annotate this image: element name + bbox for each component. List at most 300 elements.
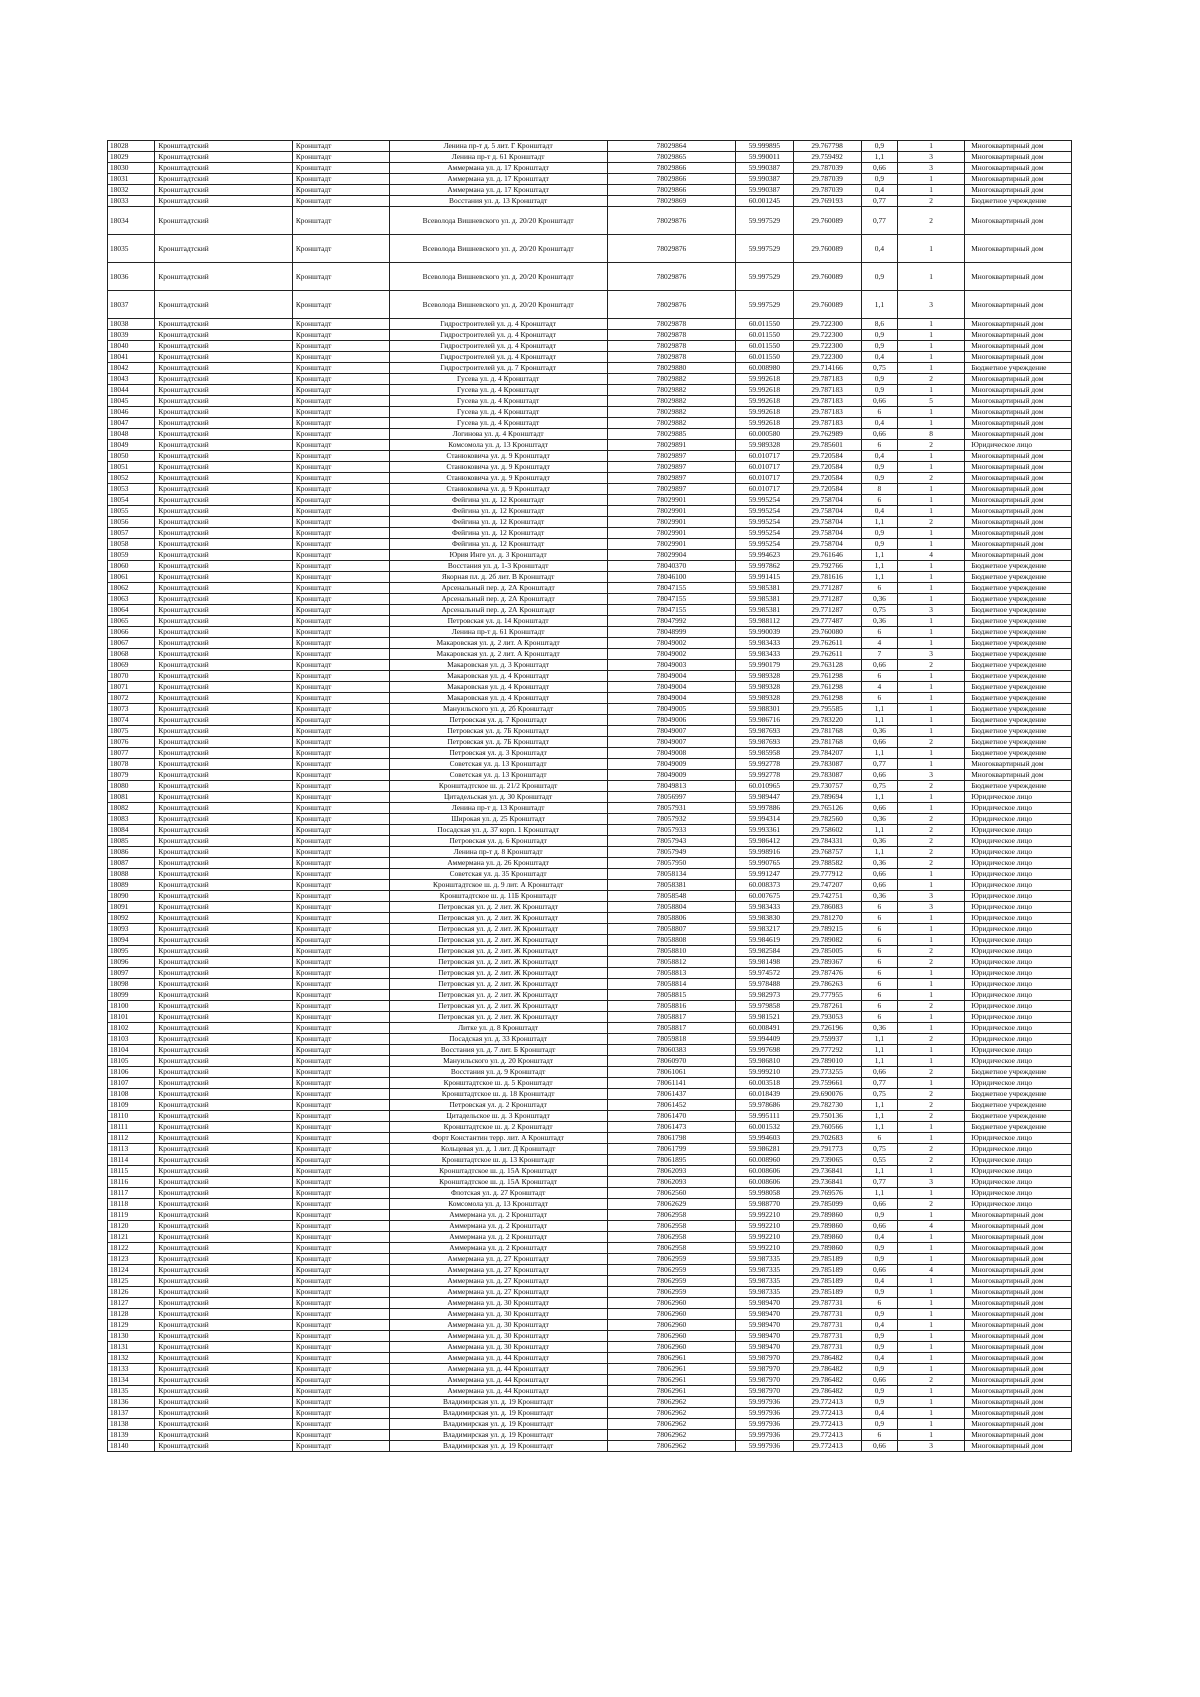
cell-object-type: Бюджетное учреждение [965,671,1072,682]
cell-object-type: Многоквартирный дом [965,1320,1072,1331]
cell-longitude: 29.777955 [793,990,861,1001]
cell-longitude: 29.763128 [793,660,861,671]
cell-value-1: 6 [861,495,897,506]
cell-district: Кронштадтский [155,1331,293,1342]
cell-object-type: Многоквартирный дом [965,759,1072,770]
cell-longitude: 29.789010 [793,1056,861,1067]
cell-row-number: 18040 [108,341,155,352]
cell-address: Кронштадтское ш. д. 15А Кронштадт [389,1177,607,1188]
cell-latitude: 59.985381 [736,605,793,616]
cell-value-1: 4 [861,682,897,693]
cell-longitude: 29.714166 [793,363,861,374]
cell-object-code: 78058806 [607,913,736,924]
cell-address: Якорная пл. д. 2б лит. В Кронштадт [389,572,607,583]
cell-object-type: Бюджетное учреждение [965,605,1072,616]
cell-object-type: Бюджетное учреждение [965,649,1072,660]
cell-address: Гидростроителей ул. д. 7 Кронштадт [389,363,607,374]
cell-value-2: 1 [898,363,965,374]
cell-longitude: 29.730757 [793,781,861,792]
cell-object-type: Юридическое лицо [965,836,1072,847]
cell-district: Кронштадтский [155,396,293,407]
cell-object-type: Многоквартирный дом [965,152,1072,163]
cell-value-1: 0,77 [861,1177,897,1188]
cell-longitude: 29.786083 [793,902,861,913]
cell-latitude: 59.989328 [736,671,793,682]
cell-latitude: 59.987335 [736,1287,793,1298]
cell-value-1: 0,9 [861,473,897,484]
cell-longitude: 29.758704 [793,528,861,539]
table-row [108,704,1072,715]
cell-value-2: 1 [898,1232,965,1243]
cell-object-code: 78029891 [607,440,736,451]
cell-longitude: 29.789694 [793,792,861,803]
cell-row-number: 18046 [108,407,155,418]
cell-city: Кронштадт [292,141,389,152]
table-row [108,1067,1072,1078]
cell-address: Макаровская ул. д. 4 Кронштадт [389,671,607,682]
table-row [108,616,1072,627]
cell-district: Кронштадтский [155,1166,293,1177]
cell-address: Петровская ул. д. 3 Кронштадт [389,748,607,759]
cell-value-2: 1 [898,1133,965,1144]
cell-object-code: 78060383 [607,1045,736,1056]
cell-address: Советская ул. д. 35 Кронштадт [389,869,607,880]
cell-value-1: 0,66 [861,1221,897,1232]
cell-value-1: 0,36 [861,616,897,627]
table-row [108,291,1072,319]
cell-longitude: 29.758704 [793,495,861,506]
cell-longitude: 29.783087 [793,759,861,770]
cell-address: Ленина пр-т д. 5 лит. Г Кронштадт [389,141,607,152]
cell-district: Кронштадтский [155,616,293,627]
cell-object-type: Бюджетное учреждение [965,583,1072,594]
cell-longitude: 29.720584 [793,462,861,473]
cell-value-2: 2 [898,858,965,869]
cell-value-1: 6 [861,1298,897,1309]
cell-value-2: 2 [898,847,965,858]
cell-value-2: 1 [898,726,965,737]
cell-latitude: 59.989328 [736,682,793,693]
cell-district: Кронштадтский [155,407,293,418]
table-row [108,561,1072,572]
cell-object-code: 78058817 [607,1012,736,1023]
cell-value-1: 0,77 [861,1078,897,1089]
cell-latitude: 59.978686 [736,1100,793,1111]
cell-value-2: 2 [898,957,965,968]
cell-longitude: 29.788582 [793,858,861,869]
table-row [108,550,1072,561]
cell-object-type: Юридическое лицо [965,957,1072,968]
cell-longitude: 29.772413 [793,1430,861,1441]
cell-row-number: 18086 [108,847,155,858]
cell-value-1: 0,36 [861,726,897,737]
cell-latitude: 59.994409 [736,1034,793,1045]
cell-city: Кронштадт [292,1210,389,1221]
cell-value-2: 1 [898,1353,965,1364]
cell-row-number: 18029 [108,152,155,163]
cell-row-number: 18127 [108,1298,155,1309]
cell-district: Кронштадтский [155,968,293,979]
cell-city: Кронштадт [292,957,389,968]
cell-address: Станюковича ул. д. 9 Кронштадт [389,451,607,462]
cell-row-number: 18072 [108,693,155,704]
cell-longitude: 29.781270 [793,913,861,924]
cell-value-2: 1 [898,1287,965,1298]
cell-latitude: 59.983830 [736,913,793,924]
cell-city: Кронштадт [292,235,389,263]
cell-value-1: 6 [861,957,897,968]
cell-row-number: 18103 [108,1034,155,1045]
cell-latitude: 59.997529 [736,291,793,319]
cell-object-code: 78056997 [607,792,736,803]
cell-row-number: 18076 [108,737,155,748]
cell-object-code: 78057933 [607,825,736,836]
cell-latitude: 59.995254 [736,528,793,539]
cell-district: Кронштадтский [155,440,293,451]
table-row [108,935,1072,946]
cell-district: Кронштадтский [155,141,293,152]
cell-city: Кронштадт [292,1111,389,1122]
cell-address: Аммермана ул. д. 27 Кронштадт [389,1287,607,1298]
table-row [108,517,1072,528]
cell-address: Аммермана ул. д. 17 Кронштадт [389,174,607,185]
cell-district: Кронштадтский [155,748,293,759]
cell-latitude: 59.989328 [736,693,793,704]
cell-address: Петровская ул. д. 2 лит. Ж Кронштадт [389,924,607,935]
cell-city: Кронштадт [292,495,389,506]
cell-address: Аммермана ул. д. 30 Кронштадт [389,1342,607,1353]
cell-object-code: 78062961 [607,1364,736,1375]
cell-longitude: 29.762611 [793,638,861,649]
cell-row-number: 18080 [108,781,155,792]
cell-value-1: 1,1 [861,550,897,561]
cell-latitude: 59.979858 [736,1001,793,1012]
cell-address: Всеволода Вишневского ул. д. 20/20 Кронштадт [389,263,607,291]
cell-object-type: Многоквартирный дом [965,1441,1072,1452]
cell-latitude: 60.008373 [736,880,793,891]
cell-address: Аммермана ул. д. 30 Кронштадт [389,1331,607,1342]
cell-row-number: 18097 [108,968,155,979]
cell-object-type: Многоквартирный дом [965,506,1072,517]
cell-address: Гусева ул. д. 4 Кронштадт [389,374,607,385]
cell-row-number: 18032 [108,185,155,196]
cell-city: Кронштадт [292,1397,389,1408]
cell-latitude: 59.998916 [736,847,793,858]
table-row [108,1177,1072,1188]
cell-address: Фейгина ул. д. 12 Кронштадт [389,495,607,506]
cell-district: Кронштадтский [155,913,293,924]
cell-latitude: 59.985381 [736,583,793,594]
cell-row-number: 18101 [108,1012,155,1023]
cell-latitude: 59.990039 [736,627,793,638]
cell-longitude: 29.787039 [793,163,861,174]
cell-district: Кронштадтский [155,207,293,235]
cell-address: Восстания ул. д. 7 лит. Б Кронштадт [389,1045,607,1056]
cell-longitude: 29.792766 [793,561,861,572]
table-row [108,693,1072,704]
cell-object-type: Юридическое лицо [965,1188,1072,1199]
cell-city: Кронштадт [292,935,389,946]
cell-district: Кронштадтский [155,1056,293,1067]
cell-longitude: 29.785601 [793,440,861,451]
cell-object-code: 78059818 [607,1034,736,1045]
cell-city: Кронштадт [292,1419,389,1430]
table-row [108,1144,1072,1155]
cell-city: Кронштадт [292,528,389,539]
cell-district: Кронштадтский [155,1254,293,1265]
cell-district: Кронштадтский [155,330,293,341]
cell-row-number: 18136 [108,1397,155,1408]
cell-value-1: 0,4 [861,185,897,196]
cell-value-2: 2 [898,1034,965,1045]
cell-district: Кронштадтский [155,935,293,946]
cell-value-2: 3 [898,1441,965,1452]
cell-latitude: 59.978488 [736,979,793,990]
cell-city: Кронштадт [292,616,389,627]
cell-row-number: 18110 [108,1111,155,1122]
cell-district: Кронштадтский [155,473,293,484]
cell-value-2: 1 [898,1309,965,1320]
cell-city: Кронштадт [292,1441,389,1452]
table-row [108,1100,1072,1111]
cell-latitude: 59.997698 [736,1045,793,1056]
cell-address: Цитадельское ш. д. 3 Кронштадт [389,1111,607,1122]
cell-object-type: Многоквартирный дом [965,319,1072,330]
cell-city: Кронштадт [292,759,389,770]
cell-value-2: 1 [898,1254,965,1265]
cell-value-2: 1 [898,1023,965,1034]
cell-row-number: 18079 [108,770,155,781]
table-row [108,451,1072,462]
cell-district: Кронштадтский [155,1188,293,1199]
cell-longitude: 29.750136 [793,1111,861,1122]
cell-value-1: 1,1 [861,517,897,528]
cell-longitude: 29.759492 [793,152,861,163]
cell-value-1: 0,9 [861,1419,897,1430]
cell-value-2: 1 [898,1210,965,1221]
cell-value-1: 0,4 [861,1276,897,1287]
cell-district: Кронштадтский [155,682,293,693]
cell-district: Кронштадтский [155,363,293,374]
cell-longitude: 29.772413 [793,1397,861,1408]
cell-row-number: 18088 [108,869,155,880]
cell-latitude: 59.994603 [736,1133,793,1144]
cell-address: Фейгина ул. д. 12 Кронштадт [389,506,607,517]
table-row [108,924,1072,935]
table-row [108,660,1072,671]
cell-address: Владимирская ул. д. 19 Кронштадт [389,1397,607,1408]
cell-address: Аммермана ул. д. 30 Кронштадт [389,1298,607,1309]
cell-object-code: 78058812 [607,957,736,968]
cell-value-2: 1 [898,263,965,291]
cell-value-1: 0,77 [861,759,897,770]
cell-city: Кронштадт [292,627,389,638]
cell-object-type: Многоквартирный дом [965,429,1072,440]
cell-value-2: 1 [898,1276,965,1287]
cell-district: Кронштадтский [155,1001,293,1012]
table-row [108,946,1072,957]
cell-city: Кронштадт [292,451,389,462]
cell-latitude: 60.010717 [736,451,793,462]
cell-row-number: 18096 [108,957,155,968]
cell-latitude: 59.989447 [736,792,793,803]
cell-longitude: 29.772413 [793,1441,861,1452]
cell-row-number: 18065 [108,616,155,627]
cell-row-number: 18105 [108,1056,155,1067]
cell-value-2: 1 [898,484,965,495]
cell-district: Кронштадтский [155,990,293,1001]
cell-address: Петровская ул. д. 7Б Кронштадт [389,737,607,748]
table-row [108,1210,1072,1221]
cell-district: Кронштадтский [155,385,293,396]
cell-value-1: 0,4 [861,352,897,363]
cell-row-number: 18089 [108,880,155,891]
cell-city: Кронштадт [292,1364,389,1375]
cell-district: Кронштадтский [155,1320,293,1331]
cell-value-1: 1,1 [861,1166,897,1177]
cell-object-code: 78029882 [607,396,736,407]
cell-row-number: 18039 [108,330,155,341]
cell-city: Кронштадт [292,1089,389,1100]
cell-city: Кронштадт [292,594,389,605]
cell-object-code: 78062958 [607,1232,736,1243]
cell-address: Аммермана ул. д. 30 Кронштадт [389,1320,607,1331]
cell-value-2: 4 [898,550,965,561]
cell-object-type: Многоквартирный дом [965,174,1072,185]
cell-longitude: 29.722300 [793,352,861,363]
cell-object-type: Бюджетное учреждение [965,572,1072,583]
cell-district: Кронштадтский [155,1243,293,1254]
cell-object-type: Многоквартирный дом [965,539,1072,550]
cell-district: Кронштадтский [155,737,293,748]
cell-city: Кронштадт [292,660,389,671]
cell-value-2: 1 [898,968,965,979]
cell-value-2: 2 [898,1144,965,1155]
cell-latitude: 59.999210 [736,1067,793,1078]
cell-value-2: 1 [898,174,965,185]
cell-object-code: 78058814 [607,979,736,990]
cell-object-type: Многоквартирный дом [965,1298,1072,1309]
cell-object-code: 78029866 [607,174,736,185]
cell-longitude: 29.765126 [793,803,861,814]
cell-object-type: Многоквартирный дом [965,330,1072,341]
cell-value-2: 1 [898,235,965,263]
cell-value-2: 1 [898,1408,965,1419]
cell-longitude: 29.783087 [793,770,861,781]
cell-object-code: 78049005 [607,704,736,715]
cell-object-code: 78029897 [607,473,736,484]
cell-value-1: 0,9 [861,1397,897,1408]
cell-address: Восстания ул. д. 13 Кронштадт [389,196,607,207]
cell-object-code: 78062960 [607,1342,736,1353]
cell-district: Кронштадтский [155,583,293,594]
cell-latitude: 60.010717 [736,462,793,473]
cell-address: Форт Константин терр. лит. А Кронштадт [389,1133,607,1144]
cell-value-1: 0,9 [861,385,897,396]
cell-longitude: 29.787183 [793,418,861,429]
cell-object-code: 78029901 [607,539,736,550]
cell-value-1: 6 [861,583,897,594]
cell-object-code: 78049003 [607,660,736,671]
cell-value-1: 0,4 [861,506,897,517]
cell-object-code: 78061473 [607,1122,736,1133]
cell-district: Кронштадтский [155,1265,293,1276]
cell-object-code: 78058804 [607,902,736,913]
cell-object-code: 78058548 [607,891,736,902]
cell-object-type: Многоквартирный дом [965,163,1072,174]
cell-object-type: Многоквартирный дом [965,1221,1072,1232]
cell-latitude: 59.987693 [736,737,793,748]
cell-latitude: 59.987335 [736,1254,793,1265]
cell-latitude: 59.997886 [736,803,793,814]
data-table [107,140,1072,1452]
cell-city: Кронштадт [292,715,389,726]
table-row [108,1155,1072,1166]
table-row [108,1045,1072,1056]
cell-latitude: 59.989470 [736,1309,793,1320]
table-row [108,770,1072,781]
table-row [108,1221,1072,1232]
cell-value-1: 6 [861,979,897,990]
cell-value-2: 1 [898,1342,965,1353]
table-row [108,374,1072,385]
cell-city: Кронштадт [292,1034,389,1045]
cell-value-2: 1 [898,418,965,429]
cell-value-2: 2 [898,660,965,671]
cell-row-number: 18109 [108,1100,155,1111]
cell-latitude: 59.987335 [736,1265,793,1276]
cell-longitude: 29.785099 [793,1199,861,1210]
cell-address: Макаровская ул. д. 2 лит. А Кронштадт [389,638,607,649]
cell-longitude: 29.783220 [793,715,861,726]
cell-object-type: Юридическое лицо [965,1056,1072,1067]
cell-object-code: 78029876 [607,291,736,319]
cell-object-code: 78047155 [607,594,736,605]
cell-value-2: 1 [898,1122,965,1133]
cell-object-type: Юридическое лицо [965,946,1072,957]
cell-address: Фейгина ул. д. 12 Кронштадт [389,539,607,550]
cell-city: Кронштадт [292,748,389,759]
cell-latitude: 59.987970 [736,1364,793,1375]
cell-row-number: 18037 [108,291,155,319]
cell-latitude: 59.986412 [736,836,793,847]
cell-city: Кронштадт [292,704,389,715]
cell-row-number: 18071 [108,682,155,693]
cell-row-number: 18056 [108,517,155,528]
cell-object-code: 78058813 [607,968,736,979]
cell-object-code: 78058815 [607,990,736,1001]
cell-value-1: 0,4 [861,451,897,462]
cell-longitude: 29.771287 [793,594,861,605]
cell-city: Кронштадт [292,583,389,594]
table-row [108,1408,1072,1419]
cell-district: Кронштадтский [155,781,293,792]
cell-object-code: 78061141 [607,1078,736,1089]
cell-latitude: 59.995254 [736,539,793,550]
cell-longitude: 29.747207 [793,880,861,891]
cell-latitude: 59.987970 [736,1386,793,1397]
cell-latitude: 59.985381 [736,594,793,605]
cell-latitude: 59.989470 [736,1342,793,1353]
cell-city: Кронштадт [292,638,389,649]
cell-city: Кронштадт [292,1188,389,1199]
cell-object-type: Многоквартирный дом [965,396,1072,407]
table-row [108,1353,1072,1364]
cell-value-1: 8 [861,484,897,495]
cell-object-code: 78062962 [607,1397,736,1408]
cell-object-code: 78062962 [607,1419,736,1430]
cell-city: Кронштадт [292,880,389,891]
